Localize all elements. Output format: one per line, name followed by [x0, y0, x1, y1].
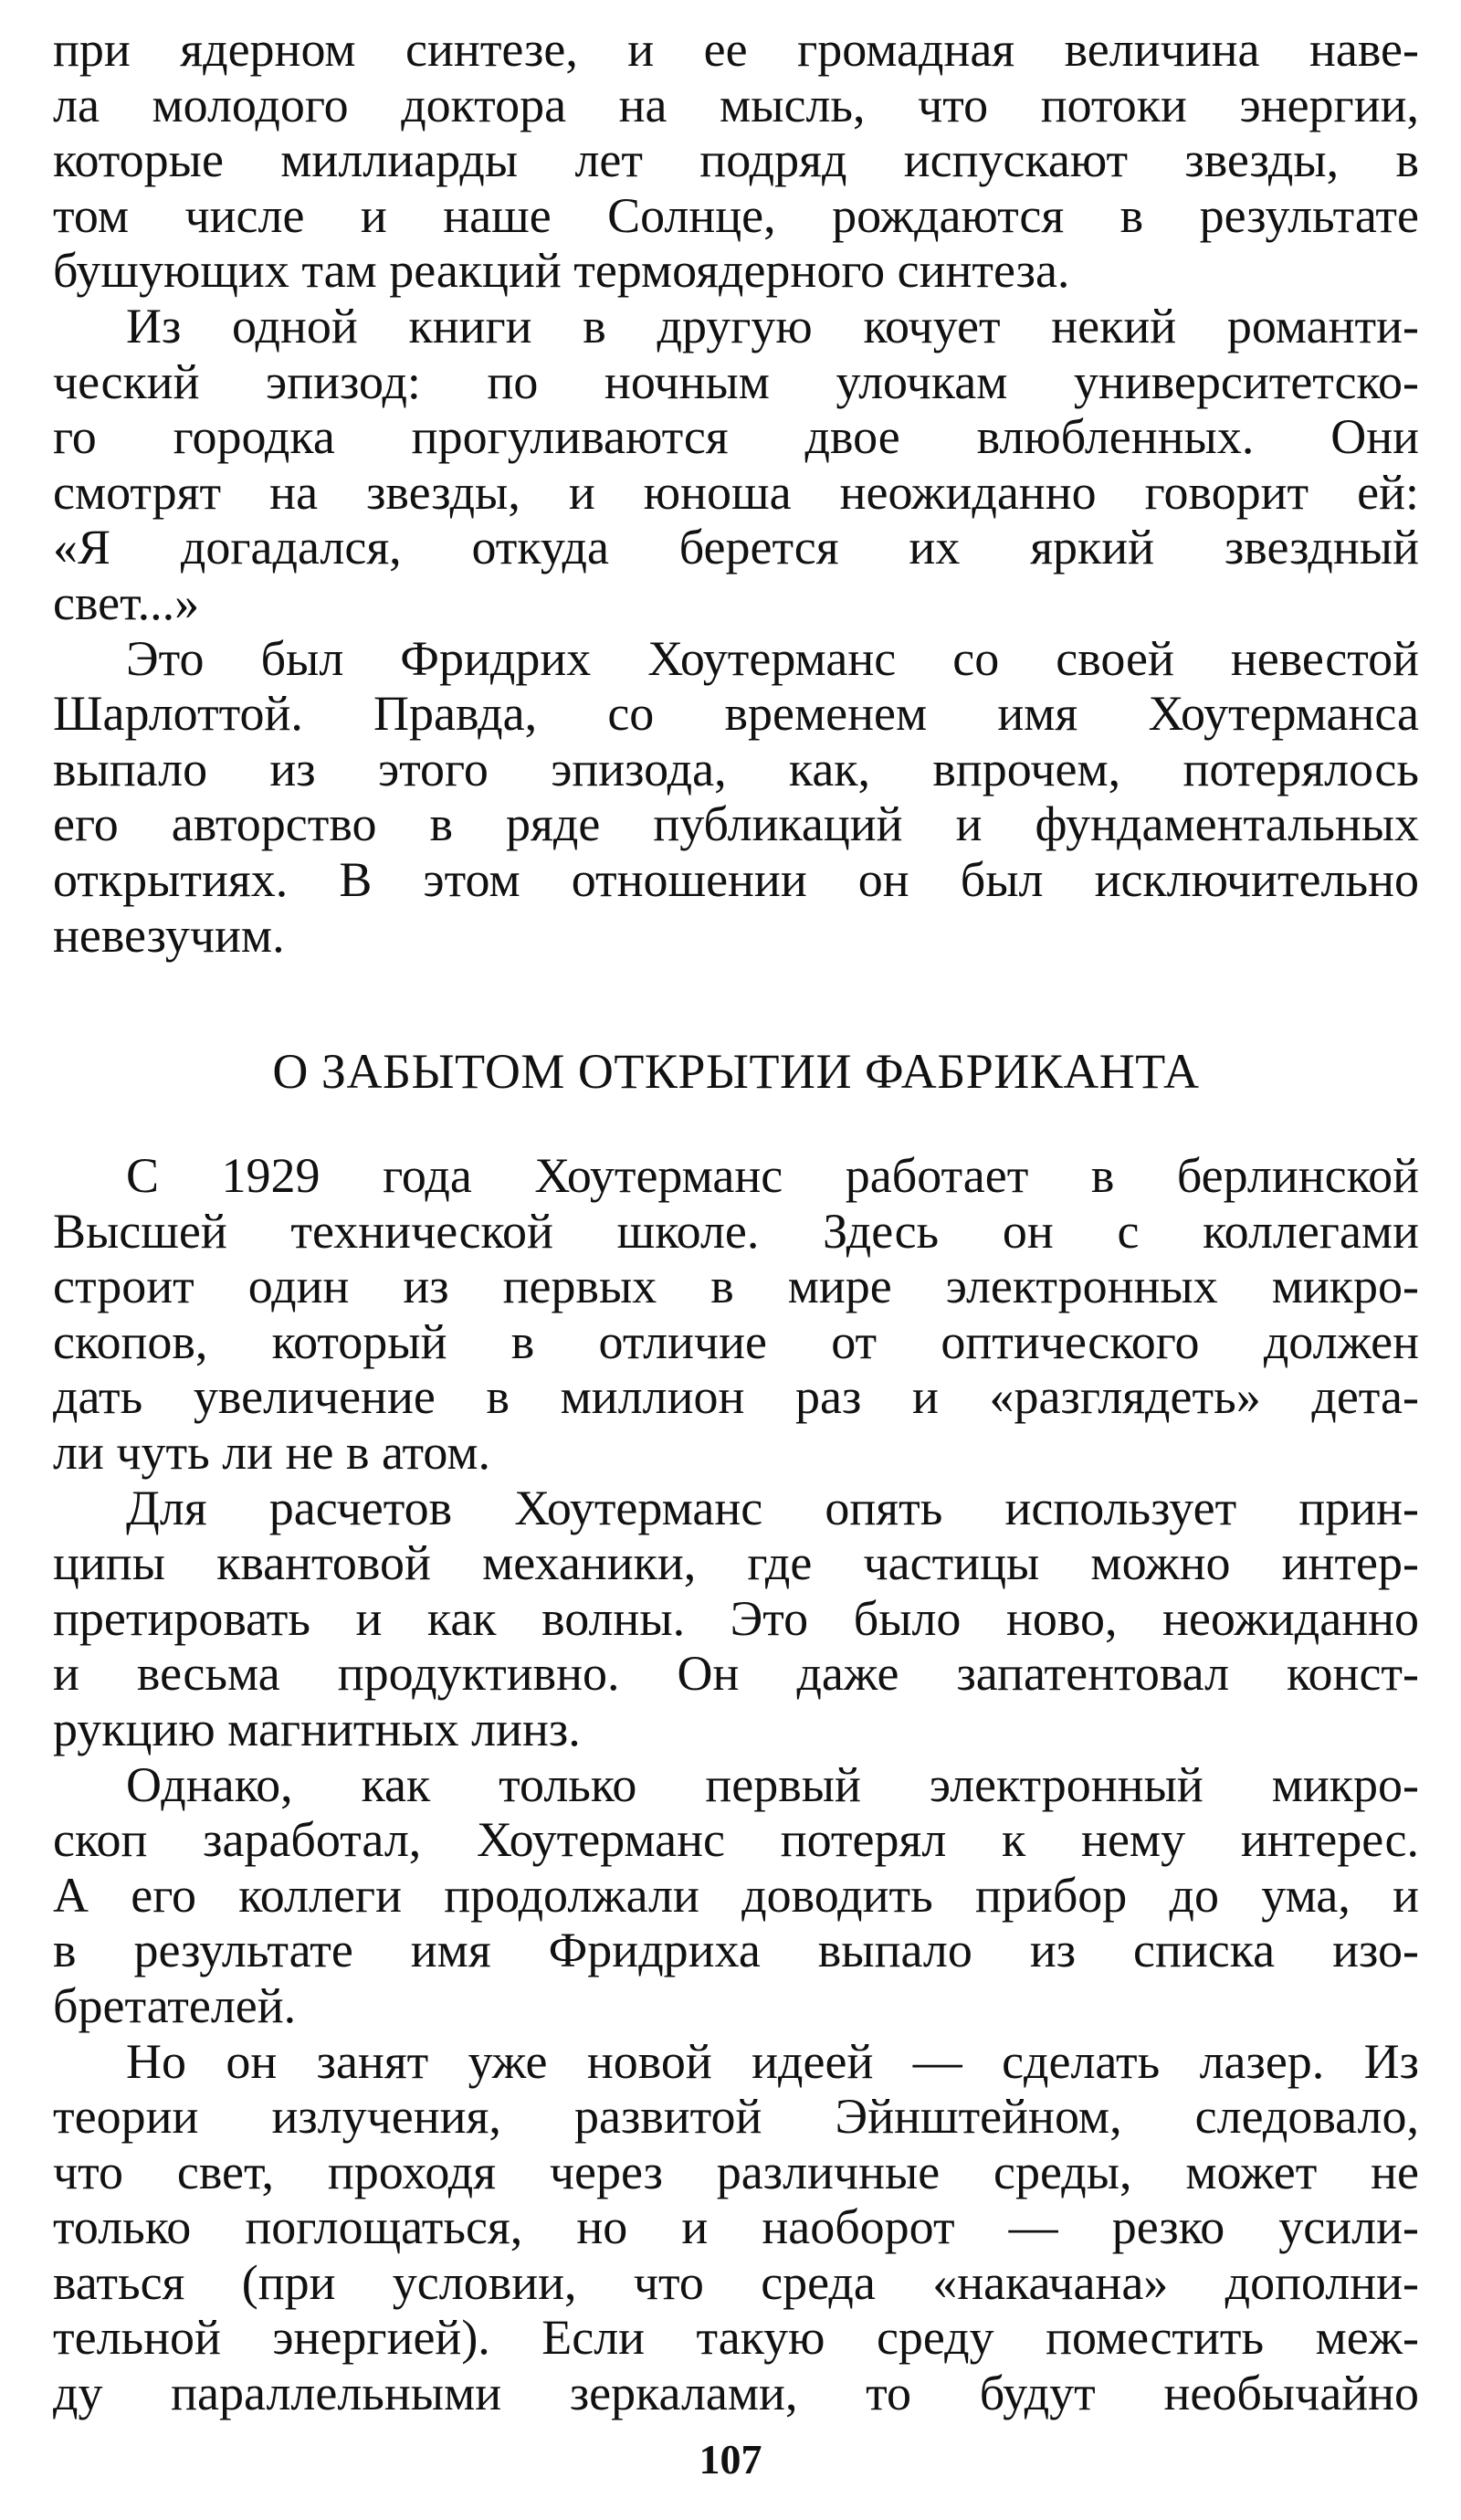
text-line: С 1929 года Хоутерманс работает в берлинской: [126, 1148, 1419, 1203]
section-heading: О ЗАБЫТОМ ОТКРЫТИИ ФАБРИКАНТА: [272, 1044, 1200, 1099]
text-line: строит один из первых в мире электронных микро-: [53, 1259, 1419, 1314]
text-line: его авторство в ряде публикаций и фундаментальных: [53, 796, 1419, 852]
text-line: теории излучения, развитой Эйнштейном, следовало,: [53, 2089, 1419, 2145]
text-line: Шарлоттой. Правда, со временем имя Хоутерманса: [53, 686, 1419, 742]
text-line: «Я догадался, откуда берется их яркий звездный: [53, 520, 1419, 575]
text-line: смотрят на звезды, и юноша неожиданно говорит ей:: [53, 464, 1419, 520]
text-line: бушующих там реакций термоядерного синтеза.: [53, 243, 1070, 299]
text-line: тельной энергией). Если такую среду поместить меж-: [53, 2310, 1419, 2366]
paragraph: [53, 2034, 1419, 2421]
text-line: только поглощаться, но и наоборот — резко усили-: [53, 2199, 1419, 2255]
text-line: ципы квантовой механики, где частицы можно интер-: [53, 1535, 1419, 1591]
paragraph: [53, 299, 1419, 631]
text-line: Это был Фридрих Хоутерманс со своей невестой: [126, 630, 1419, 686]
text-line: выпало из этого эпизода, как, впрочем, потерялось: [53, 741, 1419, 796]
paragraph: [53, 22, 1419, 299]
text-line: рукцию магнитных линз.: [53, 1701, 581, 1756]
text-line: Высшей технической школе. Здесь он с коллегами: [53, 1203, 1419, 1259]
paragraph: [53, 631, 1419, 964]
text-line: ческий эпизод: по ночным улочкам университетско-: [53, 353, 1419, 409]
paragraph: [53, 1757, 1419, 2034]
text-line: и весьма продуктивно. Он даже запатентовал конст-: [53, 1646, 1419, 1702]
text-line: Из одной книги в другую кочует некий романти-: [126, 298, 1419, 353]
text-line: открытиях. В этом отношении он был исключительно: [53, 851, 1419, 907]
text-line: претировать и как волны. Это было ново, неожиданно: [53, 1590, 1419, 1646]
text-line: ли чуть ли не в атом.: [53, 1424, 491, 1480]
page-number: 107: [699, 2436, 762, 2483]
section-after-heading: [53, 1148, 1419, 2421]
text-line: Однако, как только первый электронный микро-: [126, 1756, 1419, 1812]
section-before-heading: [53, 22, 1419, 963]
text-line: которые миллиарды лет подряд испускают звезды, в: [53, 132, 1419, 188]
text-line: невезучим.: [53, 907, 285, 963]
text-line: дать увеличение в миллион раз и «разглядеть» дета-: [53, 1369, 1419, 1425]
text-line: А его коллеги продолжали доводить прибор до ума, и: [53, 1867, 1419, 1923]
text-line: ваться (при условии, что среда «накачана» дополни-: [53, 2254, 1419, 2310]
text-line: свет...»: [53, 575, 200, 630]
text-line: ла молодого доктора на мысль, что потоки энергии,: [53, 77, 1419, 132]
paragraph: [53, 1148, 1419, 1481]
text-line: в результате имя Фридриха выпало из списка изо-: [53, 1923, 1419, 1978]
text-line: Для расчетов Хоутерманс опять использует прин-: [126, 1480, 1419, 1535]
text-line: что свет, проходя через различные среды, может не: [53, 2144, 1419, 2199]
text-line: го городка прогуливаются двое влюбленных. Они: [53, 409, 1419, 465]
text-line: бретателей.: [53, 1977, 297, 2033]
text-line: скоп заработал, Хоутерманс потерял к нему интерес.: [53, 1812, 1419, 1868]
text-line: том числе и наше Солнце, рождаются в результате: [53, 187, 1419, 243]
text-line: ду параллельными зеркалами, то будут необычайно: [53, 2366, 1419, 2421]
text-line: Но он занят уже новой идеей — сделать лазер. Из: [126, 2033, 1419, 2089]
text-line: скопов, который в отличие от оптического должен: [53, 1313, 1419, 1369]
text-line: при ядерном синтезе, и ее громадная величина наве-: [53, 22, 1419, 77]
paragraph: [53, 1481, 1419, 1757]
